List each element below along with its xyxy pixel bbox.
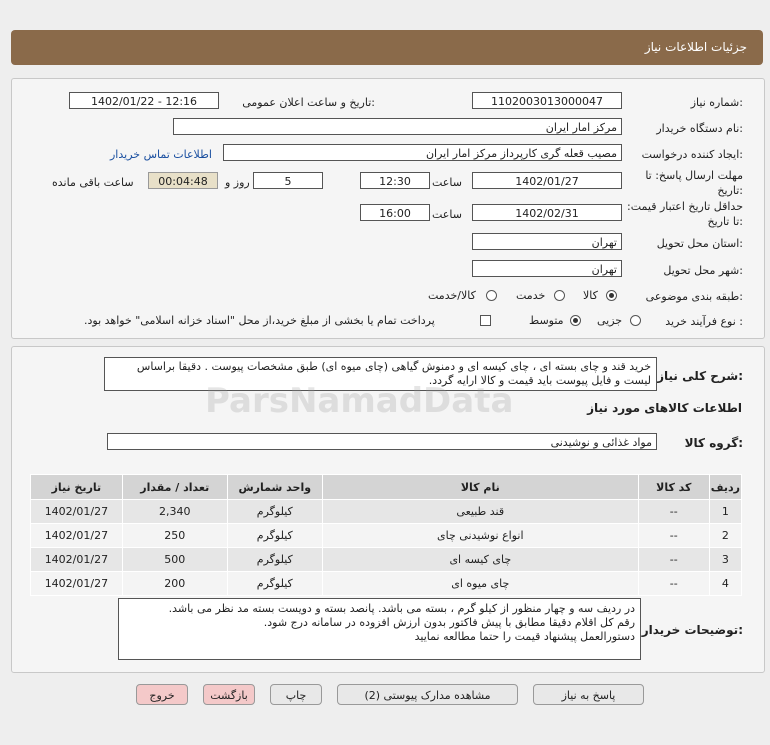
buyer-notes-line2: رقم کل اقلام دقیقا مطابق با پیش فاکتور بدون ارزش افزوده در سامانه درج شود. xyxy=(263,616,635,629)
exit-button[interactable]: خروج xyxy=(136,684,188,705)
process-partial-label: جزیی xyxy=(597,314,623,327)
buyer-notes-line1: در ردیف سه و چهار منظور از کیلو گرم ، بسته می باشد. پانصد بسته و دویست بسته مد نظر می باشد. xyxy=(168,602,635,615)
print-button[interactable]: چاپ xyxy=(270,684,322,705)
buyer-notes-label: توضیحات خریدار: xyxy=(641,623,743,637)
cell-code: -- xyxy=(638,548,709,572)
cell-date: 1402/01/27 xyxy=(31,572,123,596)
process-medium-radio[interactable] xyxy=(570,315,581,326)
cell-name: انواع نوشیدنی چای xyxy=(322,524,638,548)
treasury-payment-note: پرداخت تمام یا بخشی از مبلغ خرید،از محل "اسناد خزانه اسلامی" خواهد بود. xyxy=(84,314,435,327)
cell-qty: 250 xyxy=(122,524,227,548)
cell-qty: 2,340 xyxy=(122,500,227,524)
category-both-radio[interactable] xyxy=(486,290,497,301)
cell-unit: کیلوگرم xyxy=(227,548,322,572)
goods-info-title: اطلاعات کالاهای مورد نیاز xyxy=(587,401,742,415)
validity-time-label: ساعت xyxy=(432,208,462,221)
deadline-time-field: 12:30 xyxy=(360,172,430,189)
cell-row: 4 xyxy=(709,572,741,596)
remaining-time-field: 00:04:48 xyxy=(148,172,218,189)
page-title: جزئیات اطلاعات نیاز xyxy=(644,40,747,54)
buyer-org-label: نام دستگاه خریدار: xyxy=(656,122,743,135)
deadline-date-field: 1402/01/27 xyxy=(472,172,622,189)
table-row xyxy=(31,500,742,524)
buyer-notes-box xyxy=(118,598,641,660)
requester-field: مصیب قعله گری کارپرداز مرکز امار ایران xyxy=(223,144,622,161)
province-field: تهران xyxy=(472,233,622,250)
table-row xyxy=(31,524,742,548)
cell-unit: کیلوگرم xyxy=(227,572,322,596)
remaining-label: ساعت باقی مانده xyxy=(52,176,134,189)
cell-unit: کیلوگرم xyxy=(227,500,322,524)
col-name: نام کالا xyxy=(322,475,638,500)
summary-textbox xyxy=(104,357,657,391)
need-number-field: 1102003013000047 xyxy=(472,92,622,109)
cell-unit: کیلوگرم xyxy=(227,524,322,548)
process-medium-label: متوسط xyxy=(529,314,564,327)
category-both-label: کالا/خدمت xyxy=(428,289,476,302)
need-number-label: شماره نیاز: xyxy=(690,96,743,109)
goods-group-label: گروه کالا: xyxy=(684,436,743,450)
category-service-label: خدمت xyxy=(516,289,546,302)
cell-qty: 500 xyxy=(122,548,227,572)
col-unit: واحد شمارش xyxy=(227,475,322,500)
announce-field: 1402/01/22 - 12:16 xyxy=(69,92,219,109)
cell-name: چای میوه ای xyxy=(322,572,638,596)
col-row: ردیف xyxy=(709,475,741,500)
cell-row: 2 xyxy=(709,524,741,548)
city-field: تهران xyxy=(472,260,622,277)
deadline-label: مهلت ارسال پاسخ: تا تاریخ: xyxy=(645,169,743,197)
cell-name: قند طبیعی xyxy=(322,500,638,524)
process-partial-radio[interactable] xyxy=(630,315,641,326)
col-qty: تعداد / مقدار xyxy=(122,475,227,500)
buyer-notes-line3: دستورالعمل پیشنهاد قیمت را حتما مطالعه نمایید xyxy=(414,630,635,643)
treasury-payment-checkbox[interactable] xyxy=(480,315,491,326)
validity-label: حداقل تاریخ اعتبار قیمت: تا تاریخ: xyxy=(627,200,743,228)
back-button[interactable]: بازگشت xyxy=(203,684,255,705)
buyer-contact-link[interactable]: اطلاعات تماس خریدار xyxy=(110,148,212,161)
cell-date: 1402/01/27 xyxy=(31,524,123,548)
days-label: روز و xyxy=(225,176,250,189)
validity-time-field: 16:00 xyxy=(360,204,430,221)
cell-date: 1402/01/27 xyxy=(31,548,123,572)
requester-label: ایجاد کننده درخواست: xyxy=(641,148,743,161)
process-label: نوع فرآیند خرید : xyxy=(665,315,743,328)
cell-row: 1 xyxy=(709,500,741,524)
table-row xyxy=(31,572,742,596)
table-row xyxy=(31,548,742,572)
goods-table-header xyxy=(31,475,742,500)
watermark-text: ParsNamadData xyxy=(205,381,514,421)
category-goods-label: کالا xyxy=(583,289,598,302)
col-code: کد کالا xyxy=(638,475,709,500)
buyer-org-field: مرکز امار ایران xyxy=(173,118,622,135)
deadline-time-label: ساعت xyxy=(432,176,462,189)
goods-table xyxy=(30,474,742,596)
category-service-radio[interactable] xyxy=(554,290,565,301)
cell-name: چای کیسه ای xyxy=(322,548,638,572)
days-field: 5 xyxy=(253,172,323,189)
announce-label: تاریخ و ساعت اعلان عمومی: xyxy=(242,96,375,109)
attachments-button[interactable]: مشاهده مدارک پیوستی (2) xyxy=(337,684,518,705)
cell-qty: 200 xyxy=(122,572,227,596)
col-date: تاریخ نیاز xyxy=(31,475,123,500)
cell-date: 1402/01/27 xyxy=(31,500,123,524)
reply-button[interactable]: پاسخ به نیاز xyxy=(533,684,644,705)
city-label: شهر محل تحویل: xyxy=(663,264,743,277)
cell-code: -- xyxy=(638,572,709,596)
summary-text: خرید قند و چای بسته ای ، چای کیسه ای و دمنوش گیاهی (چای میوه ای) طبق مشخصات پیوست . دقیقا براساس لیست و فایل پیوست باید قیمت و کالا ارایه گردد. xyxy=(136,360,651,387)
category-goods-radio[interactable] xyxy=(606,290,617,301)
validity-date-field: 1402/02/31 xyxy=(472,204,622,221)
province-label: استان محل تحویل: xyxy=(656,237,743,250)
cell-code: -- xyxy=(638,500,709,524)
category-label: طبقه بندی موضوعی: xyxy=(645,290,743,303)
cell-code: -- xyxy=(638,524,709,548)
page-header xyxy=(11,30,763,65)
summary-label: شرح کلی نیاز: xyxy=(657,369,743,383)
cell-row: 3 xyxy=(709,548,741,572)
goods-group-field: مواد غذائی و نوشیدنی xyxy=(107,433,657,450)
